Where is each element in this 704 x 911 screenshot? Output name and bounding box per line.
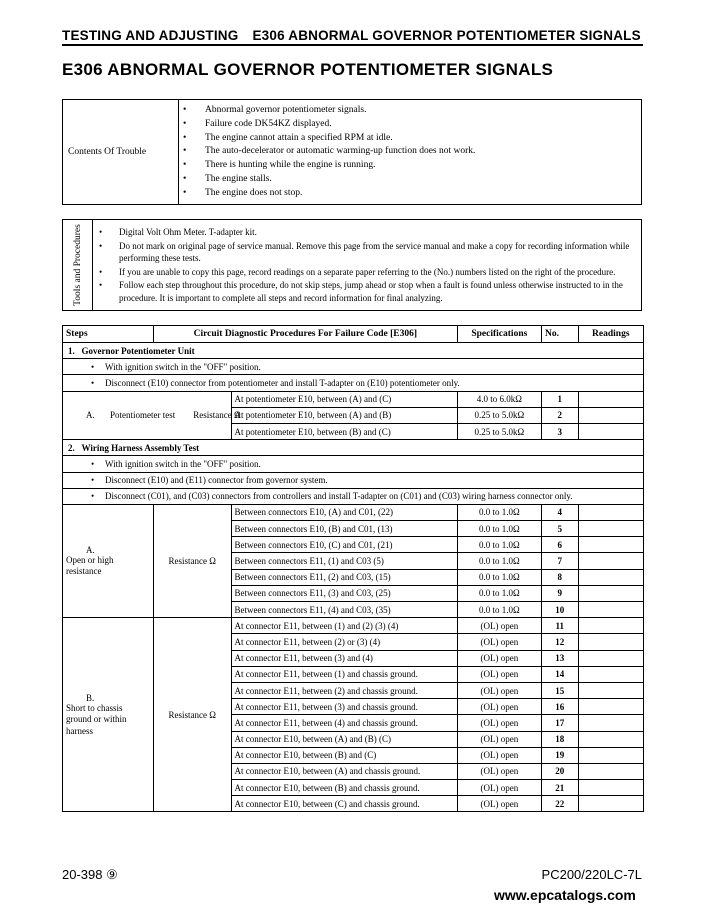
no-cell: 13 xyxy=(541,650,578,666)
reading-cell[interactable] xyxy=(578,634,643,650)
no-cell: 17 xyxy=(541,715,578,731)
diagnostic-table xyxy=(62,325,644,812)
procedure-cell: At connector E11, between (1) and chassis ground. xyxy=(231,666,457,682)
reading-cell[interactable] xyxy=(578,796,643,812)
page-number: 20-398 ⑨ xyxy=(62,867,118,882)
header-procedures: Circuit Diagnostic Procedures For Failure Code [E306] xyxy=(153,326,457,343)
procedure-cell: Between connectors E10, (A) and C01, (22) xyxy=(231,504,457,520)
step-bullet: Disconnect (E10) and (E11) connector from governor system. xyxy=(105,475,328,486)
list-item: • Abnormal governor potentiometer signals. xyxy=(183,104,475,118)
no-cell: 3 xyxy=(541,423,578,439)
procedure-cell: At potentiometer E10, between (A) and (B) xyxy=(231,407,457,423)
spec-cell: 0.0 to 1.0Ω xyxy=(457,504,541,520)
spec-cell: 0.25 to 5.0kΩ xyxy=(457,423,541,439)
spec-cell: 0.0 to 1.0Ω xyxy=(457,602,541,618)
reading-cell[interactable] xyxy=(578,553,643,569)
no-cell: 1 xyxy=(541,391,578,407)
sub-letter: A. xyxy=(86,410,95,421)
header-no: No. xyxy=(541,326,578,343)
step-title-row xyxy=(63,440,644,456)
reading-cell[interactable] xyxy=(578,521,643,537)
no-cell: 21 xyxy=(541,780,578,796)
no-cell: 8 xyxy=(541,569,578,585)
step-bullet: Disconnect (E10) connector from potentiometer and install T-adapter on (E10) potentiometer only. xyxy=(105,377,460,388)
model-number: PC200/220LC-7L xyxy=(541,867,642,882)
no-cell: 14 xyxy=(541,666,578,682)
spec-cell: (OL) open xyxy=(457,796,541,812)
no-cell: 5 xyxy=(541,521,578,537)
reading-cell[interactable] xyxy=(578,682,643,698)
tools-label: Tools and Procedures xyxy=(72,224,83,306)
step-number: 1. xyxy=(68,345,75,356)
reading-cell[interactable] xyxy=(578,391,643,407)
sub-description: Short to chassis ground or within harness xyxy=(66,702,127,736)
list-item: • If you are unable to copy this page, record readings on a separate paper referring to the (No.) numbers listed on the right of the procedure. xyxy=(99,266,639,279)
step-bullet: With ignition switch in the "OFF" position. xyxy=(105,361,261,372)
spec-cell: (OL) open xyxy=(457,666,541,682)
sub-description: Open or high resistance xyxy=(66,554,114,577)
header-topic: E306 ABNORMAL GOVERNOR POTENTIOMETER SIGNALS xyxy=(252,28,641,43)
no-cell: 6 xyxy=(541,537,578,553)
step-title: Governor Potentiometer Unit xyxy=(81,345,195,356)
procedure-cell: At connector E10, between (A) and chassis ground. xyxy=(231,763,457,779)
no-cell: 7 xyxy=(541,553,578,569)
reading-cell[interactable] xyxy=(578,569,643,585)
spec-cell: (OL) open xyxy=(457,650,541,666)
running-header xyxy=(62,28,643,46)
spec-cell: (OL) open xyxy=(457,634,541,650)
no-cell: 9 xyxy=(541,585,578,601)
procedure-cell: At connector E10, between (A) and (B) (C) xyxy=(231,731,457,747)
table-row xyxy=(63,618,644,634)
procedure-cell: At connector E11, between (3) and (4) xyxy=(231,650,457,666)
reading-cell[interactable] xyxy=(578,537,643,553)
procedure-cell: Between connectors E11, (4) and C03, (35) xyxy=(231,602,457,618)
reading-cell[interactable] xyxy=(578,618,643,634)
sub-letter: B. xyxy=(86,692,95,703)
procedure-cell: At connector E11, between (2) or (3) (4) xyxy=(231,634,457,650)
measure-label: Resistance Ω xyxy=(153,504,231,617)
procedure-cell: At potentiometer E10, between (B) and (C) xyxy=(231,423,457,439)
procedure-cell: At connector E11, between (2) and chassis ground. xyxy=(231,682,457,698)
reading-cell[interactable] xyxy=(578,666,643,682)
contents-of-trouble-label: Contents Of Trouble xyxy=(63,100,179,204)
step-bullet: With ignition switch in the "OFF" position. xyxy=(105,458,261,469)
step-bullet-row xyxy=(63,456,644,472)
reading-cell[interactable] xyxy=(578,747,643,763)
step-bullet: Disconnect (C01), and (C03) connectors from controllers and install T-adapter on (C01) and (C03) wiring harness connector only. xyxy=(105,491,573,502)
reading-cell[interactable] xyxy=(578,731,643,747)
no-cell: 2 xyxy=(541,407,578,423)
no-cell: 22 xyxy=(541,796,578,812)
procedure-cell: At connector E11, between (3) and chassis ground. xyxy=(231,699,457,715)
spec-cell: 0.0 to 1.0Ω xyxy=(457,537,541,553)
no-cell: 12 xyxy=(541,634,578,650)
procedure-cell: Between connectors E11, (3) and C03, (25) xyxy=(231,585,457,601)
table-header-row xyxy=(63,326,644,343)
reading-cell[interactable] xyxy=(578,585,643,601)
spec-cell: (OL) open xyxy=(457,763,541,779)
contents-of-trouble-box xyxy=(62,99,642,205)
procedure-cell: At connector E11, between (1) and (2) (3) (4) xyxy=(231,618,457,634)
step-bullet-row xyxy=(63,375,644,391)
procedure-cell: Between connectors E11, (2) and C03, (15) xyxy=(231,569,457,585)
reading-cell[interactable] xyxy=(578,699,643,715)
list-item: • Do not mark on original page of service manual. Remove this page from the service manual and make a copy for recording information while performing these tests. xyxy=(99,240,639,265)
no-cell: 4 xyxy=(541,504,578,520)
procedure-cell: Between connectors E10, (B) and C01, (13) xyxy=(231,521,457,537)
measure-label: Resistance Ω xyxy=(153,618,231,812)
spec-cell: 4.0 to 6.0kΩ xyxy=(457,391,541,407)
step-title-row xyxy=(63,343,644,359)
procedure-cell: At connector E11, between (4) and chassis ground. xyxy=(231,715,457,731)
spec-cell: 0.0 to 1.0Ω xyxy=(457,569,541,585)
spec-cell: (OL) open xyxy=(457,618,541,634)
list-item: • The engine stalls. xyxy=(183,173,475,187)
tools-and-procedures-box xyxy=(62,219,642,311)
spec-cell: 0.25 to 5.0kΩ xyxy=(457,407,541,423)
spec-cell: 0.0 to 1.0Ω xyxy=(457,553,541,569)
procedure-cell: Between connectors E11, (1) and C03 (5) xyxy=(231,553,457,569)
reading-cell[interactable] xyxy=(578,763,643,779)
list-item: • The auto-decelerator or automatic warming-up function does not work. xyxy=(183,145,475,159)
step-bullet-row xyxy=(63,488,644,504)
list-item: • The engine does not stop. xyxy=(183,187,475,201)
step-bullet-row xyxy=(63,472,644,488)
list-item: • Failure code DK54KZ displayed. xyxy=(183,118,475,132)
reading-cell[interactable] xyxy=(578,407,643,423)
no-cell: 15 xyxy=(541,682,578,698)
table-row xyxy=(63,504,644,520)
step-number: 2. xyxy=(68,442,75,453)
tools-label-cell xyxy=(63,220,93,310)
reading-cell[interactable] xyxy=(578,650,643,666)
list-item: • Follow each step throughout this procedure, do not skip steps, jump ahead or stop when a fault is found unless otherwise instructed to in the procedure. It is important to complete all steps and record information for final analyzing. xyxy=(99,279,639,304)
procedure-cell: Between connectors E10, (C) and C01, (21) xyxy=(231,537,457,553)
list-item: • Digital Volt Ohm Meter. T-adapter kit. xyxy=(99,226,639,239)
trouble-list xyxy=(183,104,475,201)
procedure-cell: At connector E10, between (B) and chassis ground. xyxy=(231,780,457,796)
procedure-cell: At connector E10, between (C) and chassis ground. xyxy=(231,796,457,812)
reading-cell[interactable] xyxy=(578,715,643,731)
procedure-cell: At connector E10, between (B) and (C) xyxy=(231,747,457,763)
no-cell: 10 xyxy=(541,602,578,618)
no-cell: 20 xyxy=(541,763,578,779)
header-section: TESTING AND ADJUSTING xyxy=(62,28,239,43)
reading-cell[interactable] xyxy=(578,423,643,439)
no-cell: 18 xyxy=(541,731,578,747)
spec-cell: 0.0 to 1.0Ω xyxy=(457,521,541,537)
header-readings: Readings xyxy=(578,326,643,343)
page-title: E306 ABNORMAL GOVERNOR POTENTIOMETER SIGNALS xyxy=(62,60,554,79)
reading-cell[interactable] xyxy=(578,780,643,796)
spec-cell: (OL) open xyxy=(457,682,541,698)
spec-cell: (OL) open xyxy=(457,699,541,715)
step-bullet-row xyxy=(63,359,644,375)
no-cell: 16 xyxy=(541,699,578,715)
measure-label: Resistance Ω xyxy=(193,410,241,421)
sub-description: Potentiometer test xyxy=(110,410,176,421)
list-item: • There is hunting while the engine is running. xyxy=(183,159,475,173)
watermark: www.epcatalogs.com xyxy=(494,887,636,903)
table-row xyxy=(63,391,644,407)
header-specifications: Specifications xyxy=(457,326,541,343)
no-cell: 11 xyxy=(541,618,578,634)
sub-letter: A. xyxy=(86,544,95,555)
procedure-cell: At potentiometer E10, between (A) and (C) xyxy=(231,391,457,407)
spec-cell: (OL) open xyxy=(457,731,541,747)
tools-list xyxy=(99,226,639,305)
no-cell: 19 xyxy=(541,747,578,763)
reading-cell[interactable] xyxy=(578,504,643,520)
spec-cell: (OL) open xyxy=(457,715,541,731)
step-title: Wiring Harness Assembly Test xyxy=(81,442,200,453)
reading-cell[interactable] xyxy=(578,602,643,618)
spec-cell: (OL) open xyxy=(457,747,541,763)
spec-cell: 0.0 to 1.0Ω xyxy=(457,585,541,601)
header-steps: Steps xyxy=(63,326,154,343)
list-item: • The engine cannot attain a specified RPM at idle. xyxy=(183,132,475,146)
spec-cell: (OL) open xyxy=(457,780,541,796)
